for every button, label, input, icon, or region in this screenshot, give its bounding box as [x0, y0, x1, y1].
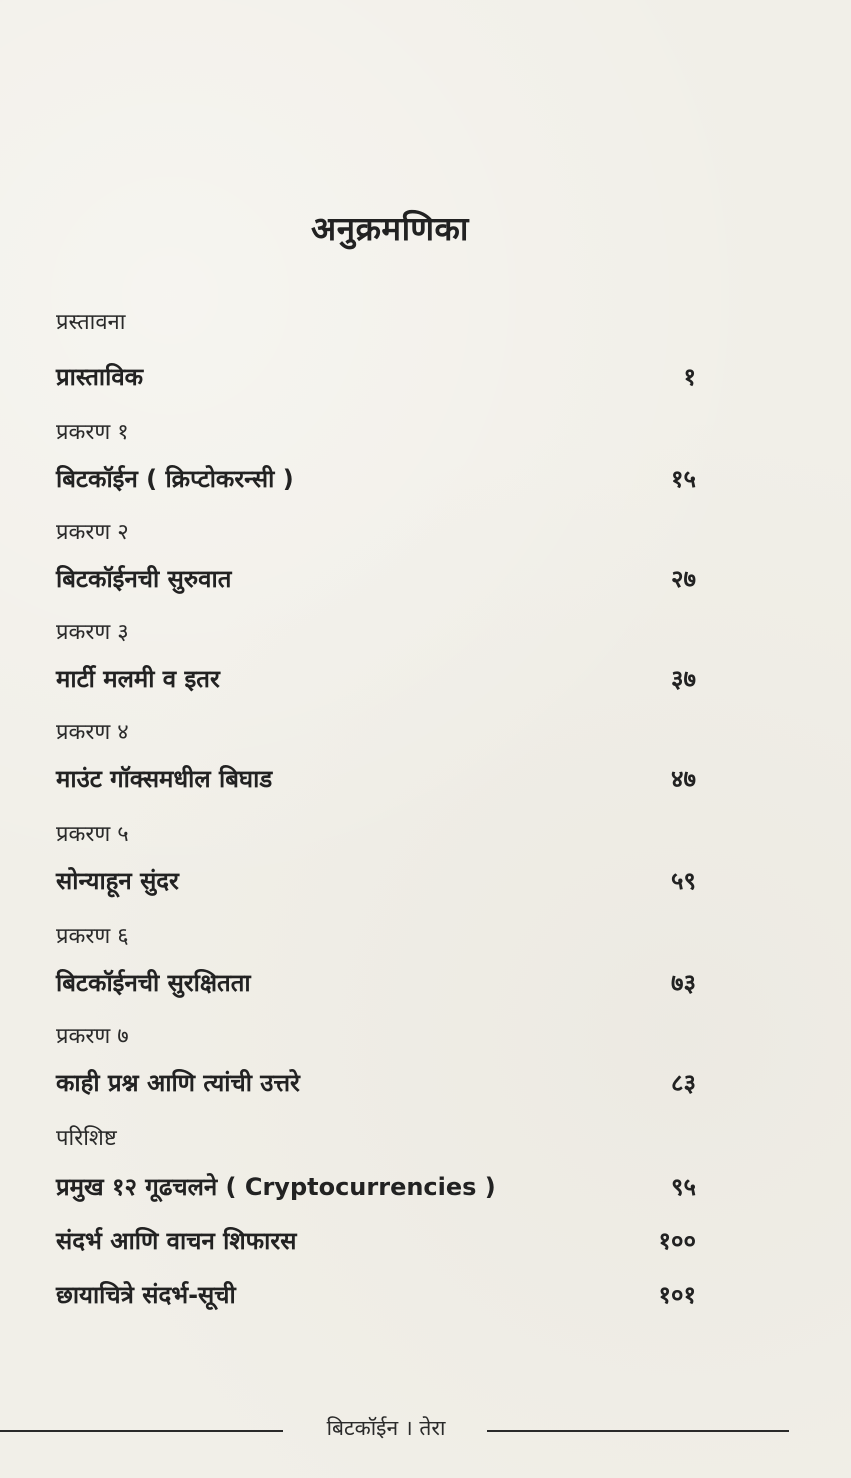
- toc-entry-chapter-7: [56, 1066, 696, 1102]
- toc-entry-appendix-cryptocurrencies: [56, 1170, 696, 1206]
- toc-entry-title: प्रमुख १२ गूढचलने ( Cryptocurrencies ): [56, 1173, 496, 1201]
- toc-entry-title: मार्टी मलमी व इतर: [56, 665, 220, 693]
- chapter-label: प्रकरण ३: [56, 620, 129, 645]
- toc-entry-page: ८३: [671, 1069, 696, 1097]
- chapter-label: प्रकरण ४: [56, 720, 129, 745]
- toc-entry-page: १: [683, 363, 696, 391]
- toc-entry-references: [56, 1224, 696, 1260]
- page-footer: [0, 1410, 851, 1450]
- toc-entry-title: प्रास्ताविक: [56, 363, 144, 391]
- toc-entry-photo-references: [56, 1278, 696, 1314]
- toc-entry-page: ७३: [671, 969, 696, 997]
- toc-entry-title: माउंट गॉक्समधील बिघाड: [56, 765, 273, 793]
- toc-entry-page: ९५: [671, 1173, 696, 1201]
- toc-entry-page: १५: [671, 465, 696, 493]
- toc-entry-page: १०१: [658, 1281, 696, 1309]
- page-title: अनुक्रमणिका: [311, 209, 469, 248]
- footer-book-title-page: बिटकॉईन । तेरा: [326, 1416, 446, 1440]
- toc-entry-title: बिटकॉईनची सुरक्षितता: [56, 969, 251, 997]
- chapter-label: प्रकरण ५: [56, 822, 129, 847]
- toc-entry-chapter-4: [56, 762, 696, 798]
- toc-entry-page: ३७: [671, 665, 696, 693]
- toc-entry-chapter-6: [56, 966, 696, 1002]
- toc-entry-title: संदर्भ आणि वाचन शिफारस: [56, 1227, 297, 1255]
- toc-entry-page: ४७: [671, 765, 696, 793]
- toc-entry-page: १००: [658, 1227, 696, 1255]
- chapter-label: प्रकरण ७: [56, 1024, 129, 1049]
- toc-entry-title: बिटकॉईनची सुरुवात: [56, 565, 232, 593]
- toc-entry-title: बिटकॉईन ( क्रिप्टोकरन्सी ): [56, 465, 294, 493]
- footer-rule-left: [0, 1430, 283, 1432]
- toc-entry-chapter-1: [56, 462, 696, 498]
- toc-entry-page: २७: [671, 565, 696, 593]
- chapter-label: प्रकरण ६: [56, 924, 129, 949]
- preface-label: प्रस्तावना: [56, 310, 126, 335]
- toc-entry-chapter-3: [56, 662, 696, 698]
- appendix-label: परिशिष्ट: [56, 1126, 117, 1151]
- toc-entry-prastavik: [56, 360, 696, 396]
- toc-entry-title: छायाचित्रे संदर्भ-सूची: [56, 1281, 236, 1309]
- toc-entry-chapter-5: [56, 864, 696, 900]
- toc-entry-title: काही प्रश्न आणि त्यांची उत्तरे: [56, 1069, 300, 1097]
- chapter-label: प्रकरण १: [56, 420, 129, 445]
- toc-entry-page: ५९: [671, 867, 696, 895]
- toc-entry-title: सोन्याहून सुंदर: [56, 867, 179, 895]
- toc-entry-chapter-2: [56, 562, 696, 598]
- footer-rule-right: [487, 1430, 789, 1432]
- chapter-label: प्रकरण २: [56, 520, 129, 545]
